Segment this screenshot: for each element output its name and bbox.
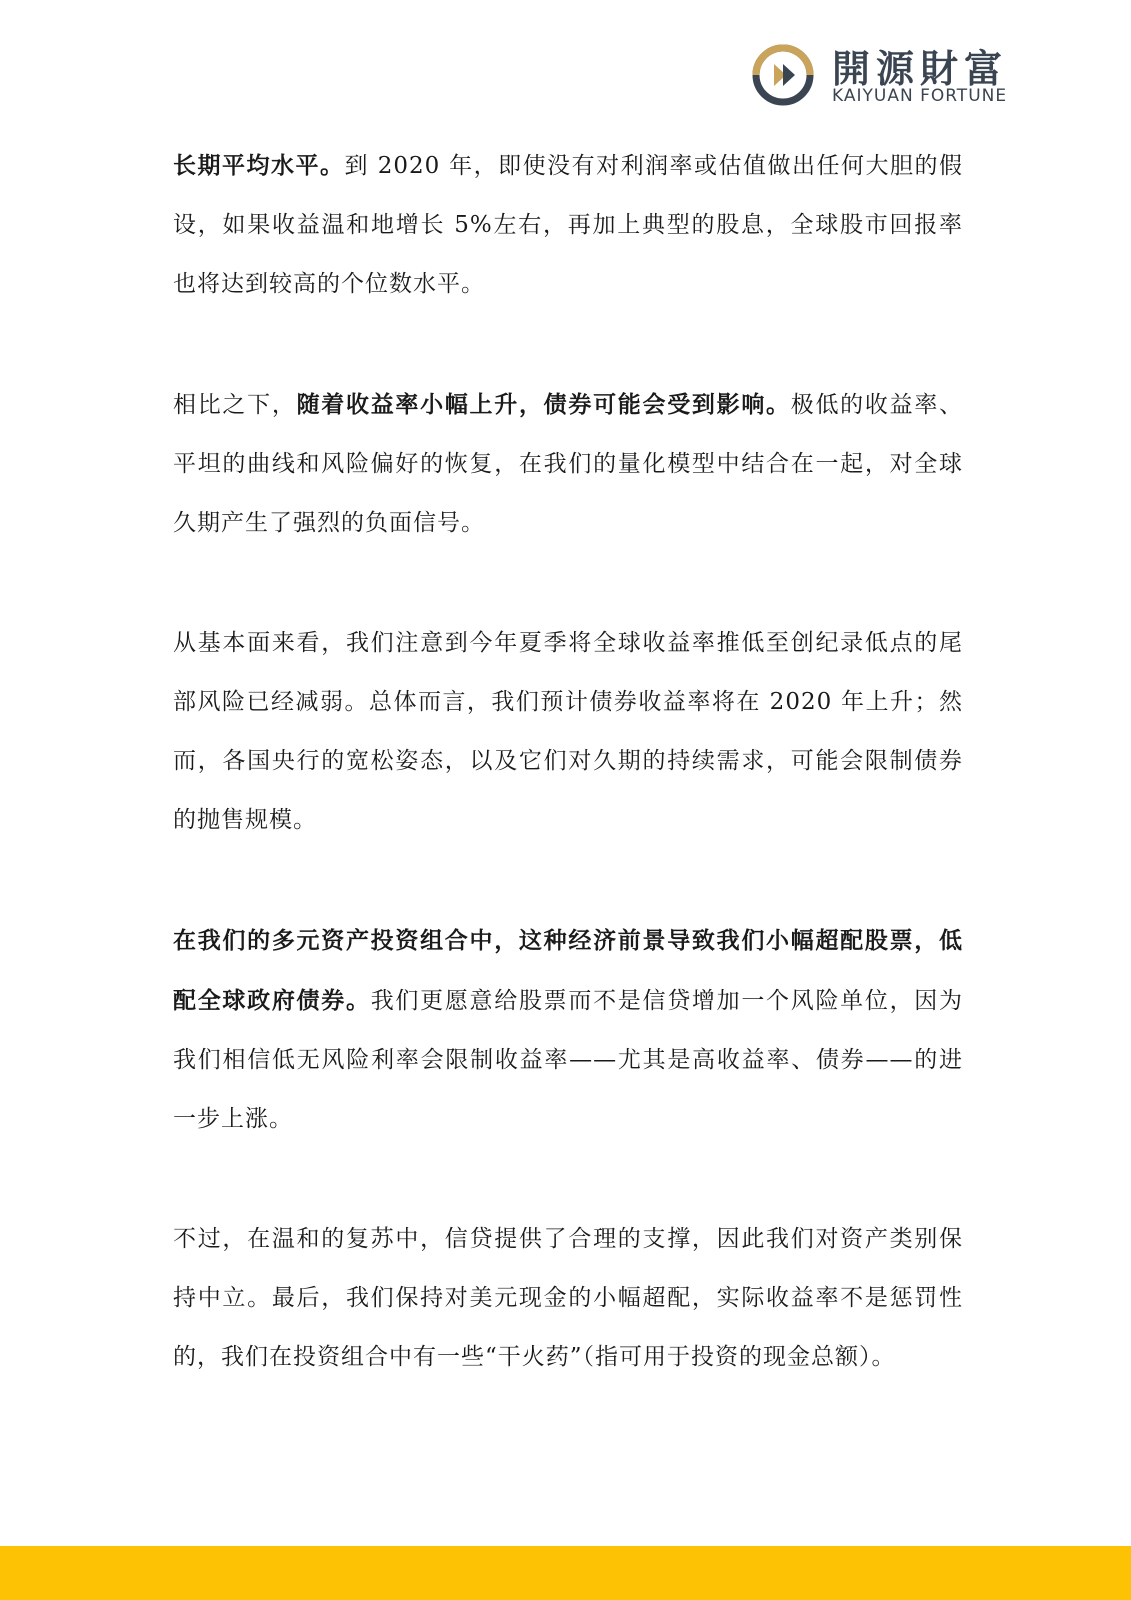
paragraph-5 (173, 1210, 963, 1387)
document-body (173, 136, 963, 1448)
paragraph-text: 从基本面来看，我们注意到今年夏季将全球收益率推低至创纪录低点的尾部风险已经减弱。总体而言，我们预计债券收益率将在 2020 年上升；然而，各国央行的宽松姿态，以及它们对久期的持续需求，可能会限制债券的抛售规模。 (173, 630, 963, 833)
paragraph-text: 我们更愿意给股票而不是信贷增加一个风险单位，因为我们相信低无风险利率会限制收益率——尤其是高收益率、债券——的进一步上涨。 (173, 988, 964, 1132)
company-logo (752, 40, 1052, 110)
kaiyuan-logo-icon (752, 44, 814, 106)
paragraph-text: 不过，在温和的复苏中，信贷提供了合理的支撑，因此我们对资产类别保持中立。最后，我们保持对美元现金的小幅超配，实际收益率不是惩罚性的，我们在投资组合中有一些“干火药”（指可用于投资的现金总额）。 (173, 1226, 963, 1370)
paragraph-2 (173, 375, 963, 553)
paragraph-text: 极低的收益率、平坦的曲线和风险偏好的恢复，在我们的量化模型中结合在一起，对全球久期产生了强烈的负面信号。 (173, 392, 964, 536)
bold-lead: 在我们的多元资产投资组合中，这种经济前景导致我们小幅超配股票，低配全球政府债券。 (173, 927, 963, 1014)
logo-english-name: KAIYUAN FORTUNE (832, 86, 1008, 106)
footer-bar (0, 1546, 1131, 1600)
paragraph-3 (173, 614, 963, 850)
bold-lead: 随着收益率小幅上升，债券可能会受到影响。 (296, 391, 791, 418)
paragraph-text: 到 2020 年，即使没有对利润率或估值做出任何大胆的假设，如果收益温和地增长 5%左右，再加上典型的股息，全球股市回报率也将达到较高的个位数水平。 (173, 153, 964, 297)
logo-chinese-name: 開源財富 (832, 47, 1009, 91)
paragraph-1 (173, 136, 963, 314)
bold-lead: 长期平均水平。 (173, 152, 345, 179)
paragraph-pre: 相比之下， (173, 392, 297, 418)
paragraph-4 (173, 911, 963, 1149)
